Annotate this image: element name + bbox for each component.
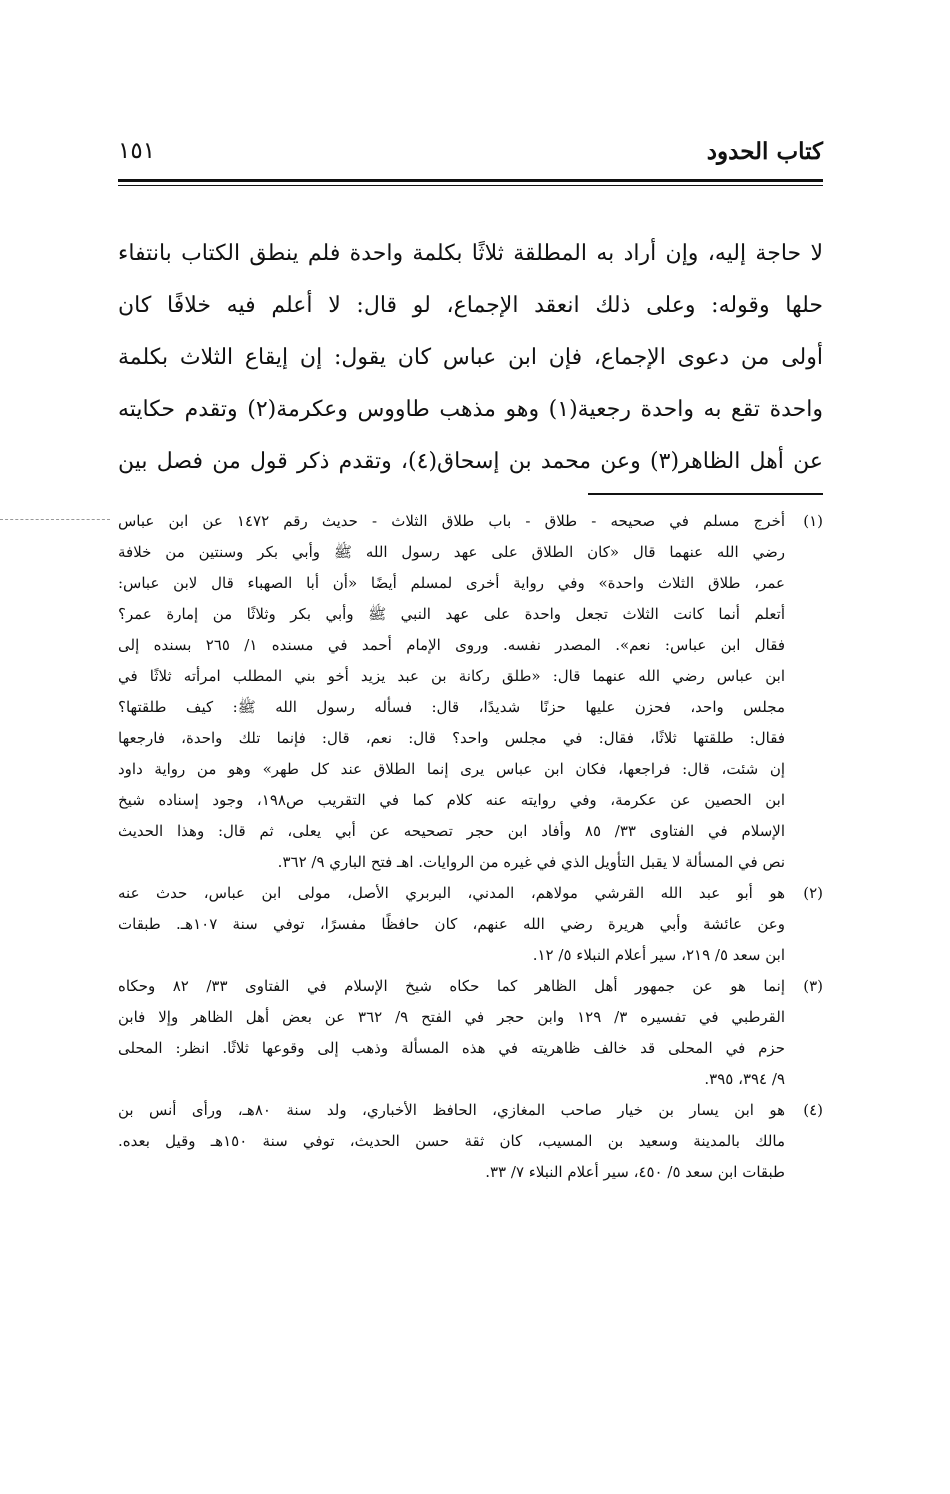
footnote-line: ٩/ ٣٩٤، ٣٩٥.	[704, 1070, 785, 1088]
footnote-line: وعن عائشة وأبي هريرة رضي الله عنهم، كان حافظًا مفسرًا، توفي سنة ١٠٧هـ. طبقات	[118, 915, 785, 933]
footnote-number: (١)	[803, 512, 823, 530]
footnote-4	[118, 1095, 823, 1188]
main-text-line: أولى من دعوى الإجماع، فإن ابن عباس كان يقول: إن إيقاع الثلاث بكلمة	[118, 345, 823, 370]
footnote-line: إنما هو عن جمهور أهل الظاهر كما حكاه شيخ الإسلام في الفتاوى ٣٣/ ٨٢ وحكاه	[118, 977, 785, 995]
scan-edge-dash	[0, 519, 110, 520]
footnote-line: هو أبو عبد الله القرشي مولاهم، المدني، البربري الأصل، مولى ابن عباس، حدث عنه	[118, 884, 785, 902]
footnote-line: مالك بالمدينة وسعيد بن المسيب، كان ثقة حسن الحديث، توفي سنة ١٥٠هـ وقيل بعده.	[118, 1132, 785, 1150]
footnote-2	[118, 878, 823, 971]
footnote-line: مجلس واحد، فحزن عليها حزنًا شديدًا، قال: فسأله رسول الله ﷺ: كيف طلقتها؟	[118, 698, 785, 716]
footnote-line: طبقات ابن سعد ٥/ ٤٥٠، سير أعلام النبلاء ٧/ ٣٣.	[485, 1163, 785, 1181]
footnote-number: (٢)	[803, 884, 823, 902]
footnote-line: رضي الله عنهما قال «كان الطلاق على عهد رسول الله ﷺ وأبي بكر وسنتين من خلافة	[118, 543, 785, 561]
page-number: ١٥١	[118, 138, 156, 164]
footnote-line: عمر، طلاق الثلاث واحدة» وفي رواية أخرى لمسلم أيضًا «أن أبا الصهباء قال لابن عباس:	[118, 574, 785, 592]
header-rule-thick	[118, 179, 823, 182]
footnote-line: فقال ابن عباس: نعم». المصدر نفسه. وروى الإمام أحمد في مسنده ١/ ٢٦٥ بسنده إلى	[118, 636, 785, 654]
main-text-line: حلها وقوله: وعلى ذلك انعقد الإجماع، لو قال: لا أعلم فيه خلافًا كان	[118, 293, 823, 318]
book-title: كتاب الحدود	[706, 138, 823, 165]
footnote-line: هو ابن يسار بن خيار صاحب المغازي، الحافظ الأخباري، ولد سنة ٨٠هـ، ورأى أنس بن	[118, 1101, 785, 1119]
footnote-line: حزم في المحلى قد خالف ظاهريته في هذه المسألة وذهب إلى وقوعها ثلاثًا. انظر: المحلى	[118, 1039, 785, 1057]
main-text-line: عن أهل الظاهر(٣) وعن محمد بن إسحاق(٤)، وتقدم ذكر قول من فصل بين	[118, 449, 823, 474]
footnote-line: أخرج مسلم في صحيحه - طلاق - باب طلاق الثلاث - حديث رقم ١٤٧٢ عن ابن عباس	[118, 512, 785, 530]
footnote-3	[118, 971, 823, 1095]
footnote-line: ابن سعد ٥/ ٢١٩، سير أعلام النبلاء ٥/ ١٢.	[532, 946, 785, 964]
footnote-line: نص في المسألة لا يقبل التأويل الذي في غيره من الروايات. اهـ فتح الباري ٩/ ٣٦٢.	[277, 853, 785, 871]
footnote-line: فقال: طلقتها ثلاثًا، فقال: في مجلس واحد؟ قال: نعم، قال: فإنما تلك واحدة، فارجعها	[118, 729, 785, 747]
footnote-line: الإسلام في الفتاوى ٣٣/ ٨٥ وأفاد ابن حجر تصحيحه عن أبي يعلى، ثم قال: وهذا الحديث	[118, 822, 785, 840]
footnote-line: القرطبي في تفسيره ٣/ ١٢٩ وابن حجر في الفتح ٩/ ٣٦٢ عن بعض أهل الظاهر وإلا فابن	[118, 1008, 785, 1026]
footnote-separator	[588, 493, 823, 495]
footnote-line: أتعلم أنما كانت الثلاث تجعل واحدة على عهد النبي ﷺ وأبي بكر وثلاثًا من إمارة عمر؟	[118, 605, 785, 623]
main-text-line: واحدة تقع به واحدة رجعية(١) وهو مذهب طاووس وعكرمة(٢) وتقدم حكايته	[118, 397, 823, 422]
footnote-number: (٣)	[803, 977, 823, 995]
main-text-line: لا حاجة إليه، وإن أراد به المطلقة ثلاثًا بكلمة واحدة فلم ينطق الكتاب بانتفاء	[118, 241, 823, 266]
main-text	[118, 228, 823, 488]
footnote-number: (٤)	[803, 1101, 823, 1119]
footnote-line: ابن عباس رضي الله عنهما قال: «طلق ركانة بن عبد يزيد أخو بني المطلب امرأته ثلاثًا في	[118, 667, 785, 685]
header-rule-thin	[118, 185, 823, 186]
page-header	[118, 138, 823, 178]
footnote-1	[118, 506, 823, 878]
footnote-line: ابن الحصين عن عكرمة، وفي روايته عنه كلام كما في التقريب ص١٩٨، وجود إسناده شيخ	[118, 791, 785, 809]
footnote-line: إن شئت، قال: فراجعها، فكان ابن عباس يرى إنما الطلاق عند كل طهر» وهو من رواية داود	[118, 760, 785, 778]
footnotes	[118, 506, 823, 1188]
